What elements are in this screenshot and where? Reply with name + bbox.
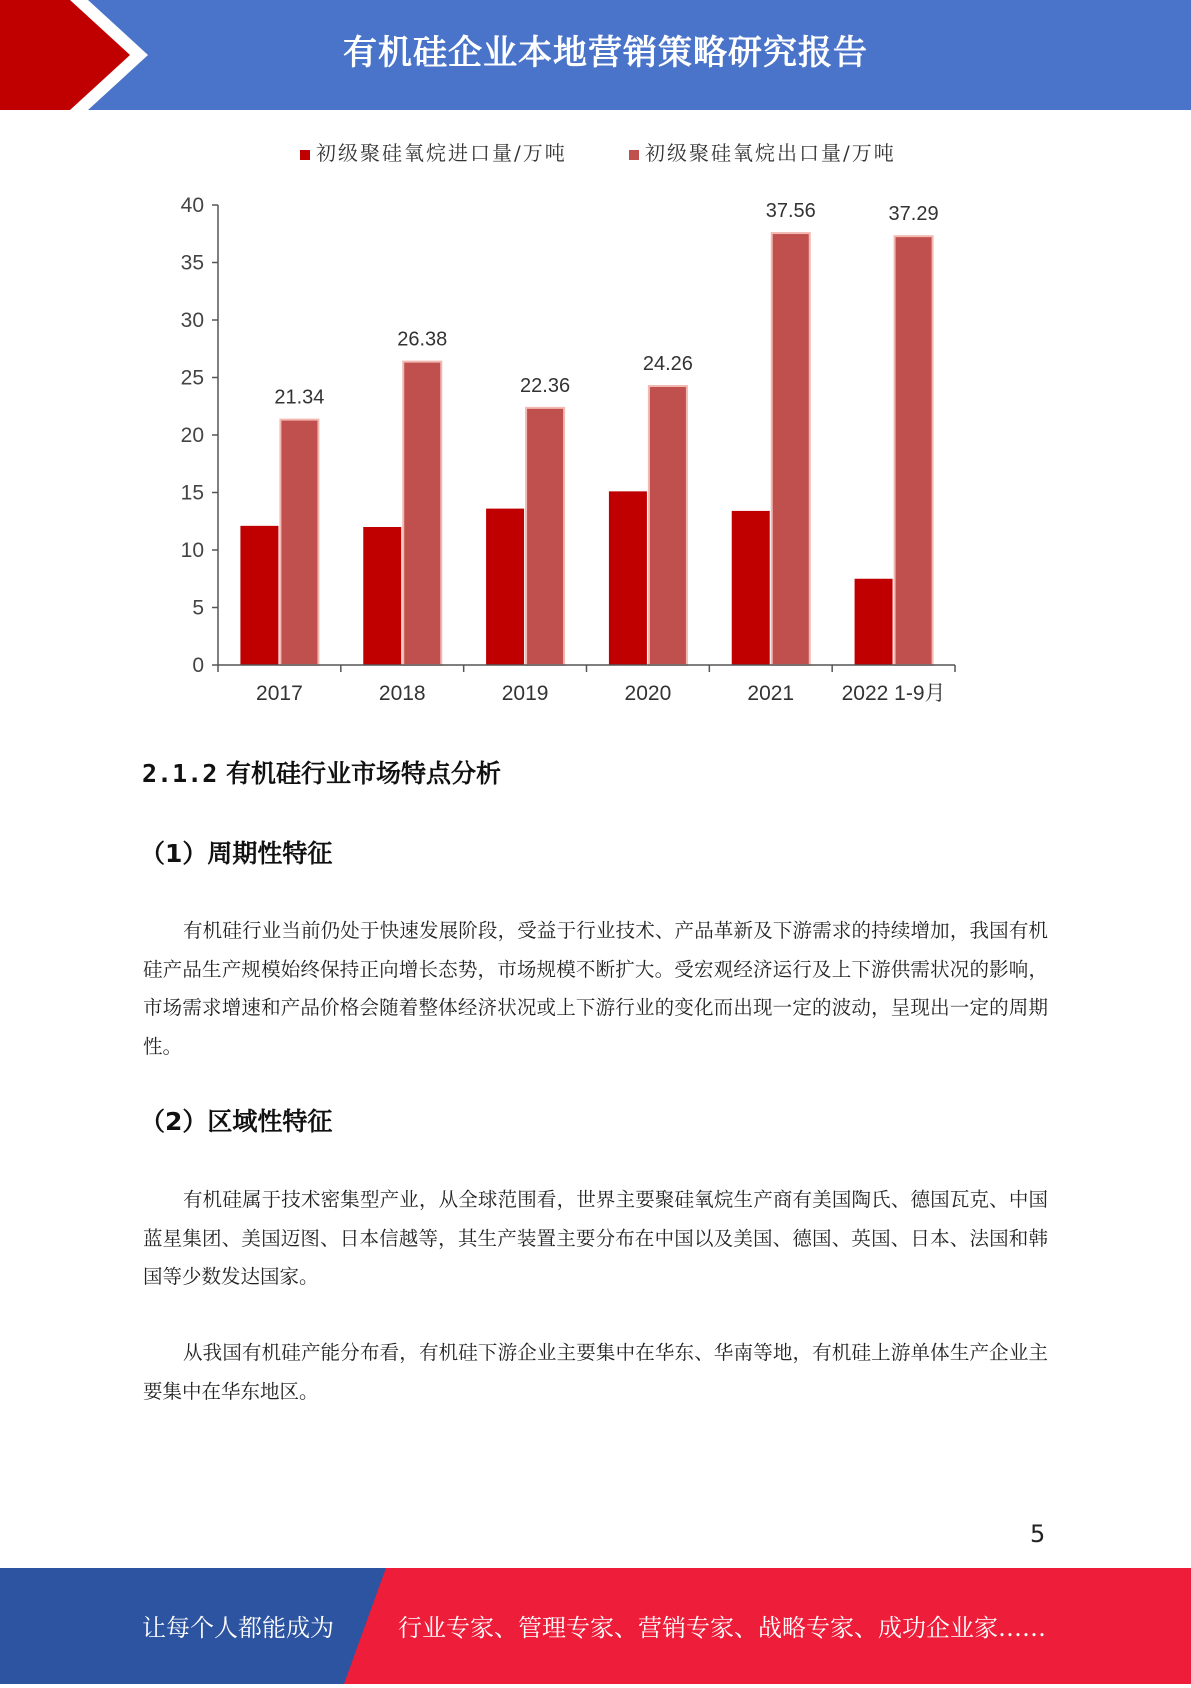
paragraph-cyclical: 有机硅行业当前仍处于快速发展阶段，受益于行业技术、产品革新及下游需求的持续增加，我国有机硅产品生产规模始终保持正向增长态势，市场规模不断扩大。受宏观经济运行及上下游供需状况的影响，市场需求增速和产品价格会随着整体经济状况或上下游行业的变化而出现一定的波动，呈现出一定的周期性。: [143, 919, 1048, 1058]
data-label: 37.56: [765, 200, 816, 223]
x-category-label: 2020: [624, 682, 672, 705]
section-title: 有机硅行业市场特点分析: [225, 759, 501, 788]
bar-export-2020: [649, 386, 687, 665]
y-tick-label: 20: [180, 424, 204, 447]
data-label: 22.36: [520, 374, 571, 397]
chart-legend: [300, 141, 896, 165]
bar-import-2017: [240, 526, 278, 665]
bar-import-2021: [732, 511, 770, 665]
page-footer: [0, 1568, 1191, 1684]
x-category-label: 2017: [256, 682, 303, 705]
bar-import-2020: [609, 491, 647, 665]
legend-swatch-1: [629, 150, 639, 160]
bar-export-2017: [280, 420, 318, 665]
report-title: 有机硅企业本地营销策略研究报告: [343, 33, 868, 73]
legend-swatch-0: [300, 150, 310, 160]
bar-export-2022 1-9月: [895, 236, 933, 665]
page-number: 5: [1030, 1520, 1046, 1548]
paragraph-regional-1: 有机硅属于技术密集型产业，从全球范围看，世界主要聚硅氧烷生产商有美国陶氏、德国瓦克、中国蓝星集团、美国迈图、日本信越等，其生产装置主要分布在中国以及美国、德国、英国、日本、法国和韩国等少数发达国家。: [143, 1188, 1048, 1288]
y-tick-label: 30: [180, 309, 204, 332]
bar-import-2019: [486, 509, 524, 665]
section-number: 2.1.2: [142, 759, 218, 788]
y-tick-label: 10: [180, 539, 204, 562]
bar-chart: [140, 130, 1040, 720]
data-label: 26.38: [397, 328, 448, 351]
paragraph-regional-2: 从我国有机硅产能分布看，有机硅下游企业主要集中在华东、华南等地，有机硅上游单体生产企业主要集中在华东地区。: [143, 1341, 1048, 1403]
data-label: 37.29: [888, 203, 939, 226]
y-tick-label: 5: [192, 596, 204, 620]
bar-import-2022 1-9月: [855, 579, 893, 665]
bar-export-2021: [772, 233, 810, 665]
data-label: 21.34: [274, 386, 325, 409]
legend-label-0: 初级聚硅氧烷进口量/万吨: [316, 141, 567, 165]
y-tick-label: 15: [180, 481, 204, 505]
chart-svg: [140, 130, 1040, 720]
page-header: [0, 0, 1191, 110]
x-category-label: 2018: [378, 682, 426, 705]
x-category-label: 2021: [747, 682, 795, 705]
x-category-label: 2019: [501, 682, 549, 705]
subheading-regional: （2）区域性特征: [140, 1107, 333, 1136]
bar-export-2019: [526, 408, 564, 665]
chart-bars: [240, 200, 938, 665]
subheading-cyclical: （1）周期性特征: [140, 839, 333, 868]
x-axis: [218, 665, 955, 705]
y-tick-label: 35: [180, 251, 204, 275]
legend-label-1: 初级聚硅氧烷出口量/万吨: [645, 141, 896, 165]
bar-export-2018: [403, 362, 441, 665]
data-label: 24.26: [642, 353, 693, 376]
footer-slogan-left: 让每个人都能成为: [142, 1614, 334, 1642]
x-category-label: 2022 1-9月: [841, 682, 946, 705]
section-heading: [142, 754, 501, 790]
footer-slogan-right: 行业专家、管理专家、营销专家、战略专家、成功企业家……: [398, 1614, 1046, 1642]
y-tick-label: 25: [180, 366, 204, 390]
y-tick-label: 40: [180, 194, 204, 217]
bar-import-2018: [363, 527, 401, 665]
y-axis: [181, 194, 218, 677]
y-tick-label: 0: [192, 654, 204, 677]
